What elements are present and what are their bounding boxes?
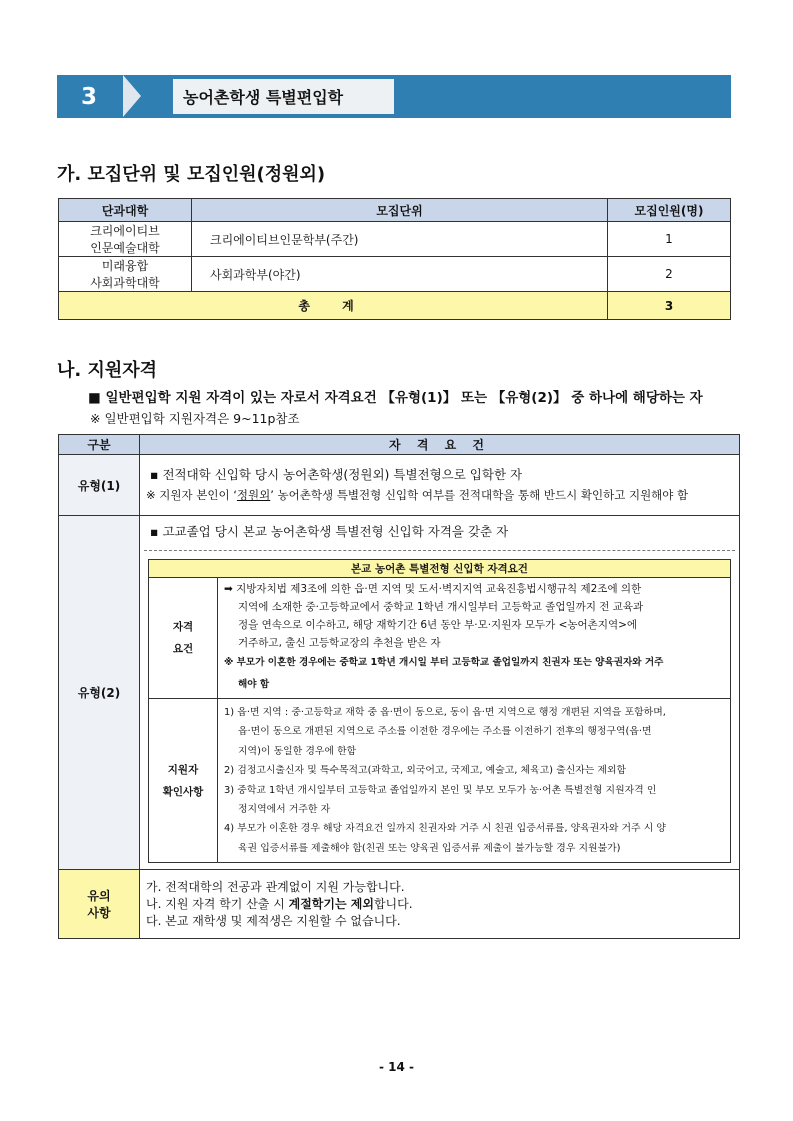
college-name-line: 미래융합 bbox=[101, 259, 149, 273]
notes-line2-pre: 나. 지원 자격 학기 산출 시 bbox=[146, 896, 289, 911]
notes-line2-post: 합니다. bbox=[373, 896, 413, 911]
type1-line1: ▪ 전적대학 신입학 당시 농어촌학생(정원외) 특별전형으로 입학한 자 bbox=[150, 467, 523, 482]
heading-recruitment: 가. 모집단위 및 모집인원(정원외) bbox=[57, 164, 326, 185]
college-cell bbox=[59, 257, 192, 292]
table-row bbox=[59, 257, 731, 292]
check-label bbox=[149, 699, 218, 863]
check-content bbox=[218, 699, 731, 863]
inner-requirements-table bbox=[148, 559, 731, 863]
total-label: 총 계 bbox=[59, 292, 608, 320]
notes-line bbox=[146, 896, 733, 913]
req-label-line: 요건 bbox=[172, 643, 194, 655]
col-header-requirements: 자 격 요 건 bbox=[140, 435, 740, 455]
col-header-college: 단과대학 bbox=[59, 199, 192, 222]
type1-content bbox=[140, 455, 740, 516]
total-row bbox=[59, 292, 731, 320]
req-content bbox=[218, 578, 731, 699]
check-line: 4) 부모가 이혼한 경우 해당 자격요건 일까지 친권자와 거주 시 친권 입증서류를, 양육권자와 거주 시 양 bbox=[224, 823, 666, 835]
check-line: 1) 읍·면 지역 : 중·고등학교 재학 중 읍·면이 동으로, 동이 읍·면 지역으로 행정 개편된 지역을 포함하며, bbox=[224, 707, 666, 718]
check-line: 정지역에서 거주한 자 bbox=[238, 804, 331, 816]
check-label-line: 지원자 bbox=[167, 763, 199, 776]
type1-line2-post: ’ 농어촌학생 특별전형 신입학 여부를 전적대학을 통해 반드시 확인하고 지원해야 함 bbox=[270, 488, 689, 502]
notes-label bbox=[59, 870, 140, 939]
section-title: 농어촌학생 특별편입학 bbox=[173, 79, 394, 114]
notes-label-line: 사항 bbox=[87, 906, 111, 921]
inner-header: 본교 농어촌 특별전형 신입학 자격요건 bbox=[149, 560, 731, 578]
type1-line2-underlined: 정원외 bbox=[236, 488, 271, 502]
col-header-count: 모집인원(명) bbox=[608, 199, 731, 222]
college-name-line: 인문예술대학 bbox=[90, 241, 160, 255]
page-number: - 14 - bbox=[378, 1060, 414, 1074]
eligibility-note: ※ 일반편입학 지원자격은 9~11p참조 bbox=[90, 411, 300, 426]
notes-content bbox=[140, 870, 740, 939]
notes-line: 다. 본교 재학생 및 제적생은 지원할 수 없습니다. bbox=[146, 913, 401, 928]
check-line: 3) 중학교 1학년 개시일부터 고등학교 졸업일까지 본인 및 부모 모두가 농·어촌 특별전형 지원자격 인 bbox=[224, 784, 657, 796]
table-row bbox=[59, 870, 740, 939]
req-line: ➡ 지방자치법 제3조에 의한 읍·면 지역 및 도서·벽지지역 교육진흥법시행규칙 제2조에 의한 bbox=[224, 583, 642, 595]
type1-line2-pre: ※ 지원자 본인이 ‘ bbox=[146, 488, 237, 502]
type1-line2 bbox=[146, 485, 733, 505]
heading-eligibility: 나. 지원자격 bbox=[57, 360, 158, 381]
table-row bbox=[59, 222, 731, 257]
count-cell: 1 bbox=[608, 222, 731, 257]
check-line: 지역)이 동일한 경우에 한함 bbox=[238, 745, 357, 757]
college-name-line: 사회과학대학 bbox=[90, 276, 160, 290]
type2-line1: ▪ 고교졸업 당시 본교 농어촌학생 특별전형 신입학 자격을 갖춘 자 bbox=[150, 524, 509, 539]
check-line: 육권 입증서류를 제출해야 함(친권 또는 양육권 입증서류 제출이 불가능할 경우 지원불가) bbox=[238, 842, 621, 854]
check-line: 2) 검정고시출신자 및 특수목적고(과학고, 외국어고, 국제고, 예술고, 체육고) 출신자는 제외함 bbox=[224, 765, 627, 777]
total-value: 3 bbox=[608, 292, 731, 320]
req-line: 정을 연속으로 이수하고, 해당 재학기간 6년 동안 부·모·지원자 모두가 <농어촌지역>에 bbox=[238, 619, 638, 631]
type2-label: 유형(2) bbox=[59, 516, 140, 870]
type2-content bbox=[140, 516, 740, 870]
count-cell: 2 bbox=[608, 257, 731, 292]
req-line: 지역에 소재한 중·고등학교에서 중학교 1학년 개시일부터 고등학교 졸업일까지 전 교육과 bbox=[238, 601, 644, 613]
req-label-line: 자격 bbox=[172, 621, 194, 633]
notes-label-line: 유의 bbox=[87, 889, 111, 904]
college-cell bbox=[59, 222, 192, 257]
col-header-unit: 모집단위 bbox=[192, 199, 608, 222]
req-label bbox=[149, 578, 218, 699]
table-row bbox=[149, 578, 731, 699]
unit-cell: 사회과학부(야간) bbox=[192, 257, 608, 292]
req-bold-line: ※ 부모가 이혼한 경우에는 중학교 1학년 개시일 부터 고등학교 졸업일까지 친권자 또는 양육권자와 거주 bbox=[224, 657, 664, 668]
eligibility-bullet: ■ 일반편입학 지원 자격이 있는 자로서 자격요건 【유형(1)】 또는 【유형(2)】 중 하나에 해당하는 자 bbox=[88, 390, 703, 406]
eligibility-table bbox=[58, 434, 740, 939]
table-row bbox=[59, 516, 740, 870]
recruitment-table bbox=[58, 198, 731, 320]
section-number: 3 bbox=[80, 83, 97, 110]
unit-cell: 크리에이티브인문학부(주간) bbox=[192, 222, 608, 257]
college-name-line: 크리에이티브 bbox=[90, 224, 160, 238]
check-label-line: 확인사항 bbox=[162, 785, 204, 798]
banner-arrow-icon bbox=[123, 75, 141, 117]
req-bold-line: 해야 함 bbox=[238, 679, 270, 690]
section-banner bbox=[57, 75, 731, 118]
col-header-type: 구분 bbox=[59, 435, 140, 455]
req-line: 거주하고, 출신 고등학교장의 추천을 받은 자 bbox=[238, 637, 441, 649]
table-row bbox=[149, 699, 731, 863]
notes-line: 가. 전적대학의 전공과 관계없이 지원 가능합니다. bbox=[146, 879, 405, 894]
table-row bbox=[59, 455, 740, 516]
type1-label: 유형(1) bbox=[59, 455, 140, 516]
notes-line2-bold: 계절학기는 제외 bbox=[288, 896, 374, 911]
check-line: 읍·면이 동으로 개편된 지역으로 주소를 이전한 경우에는 주소를 이전하기 전후의 행정구역(읍·면 bbox=[238, 726, 652, 738]
